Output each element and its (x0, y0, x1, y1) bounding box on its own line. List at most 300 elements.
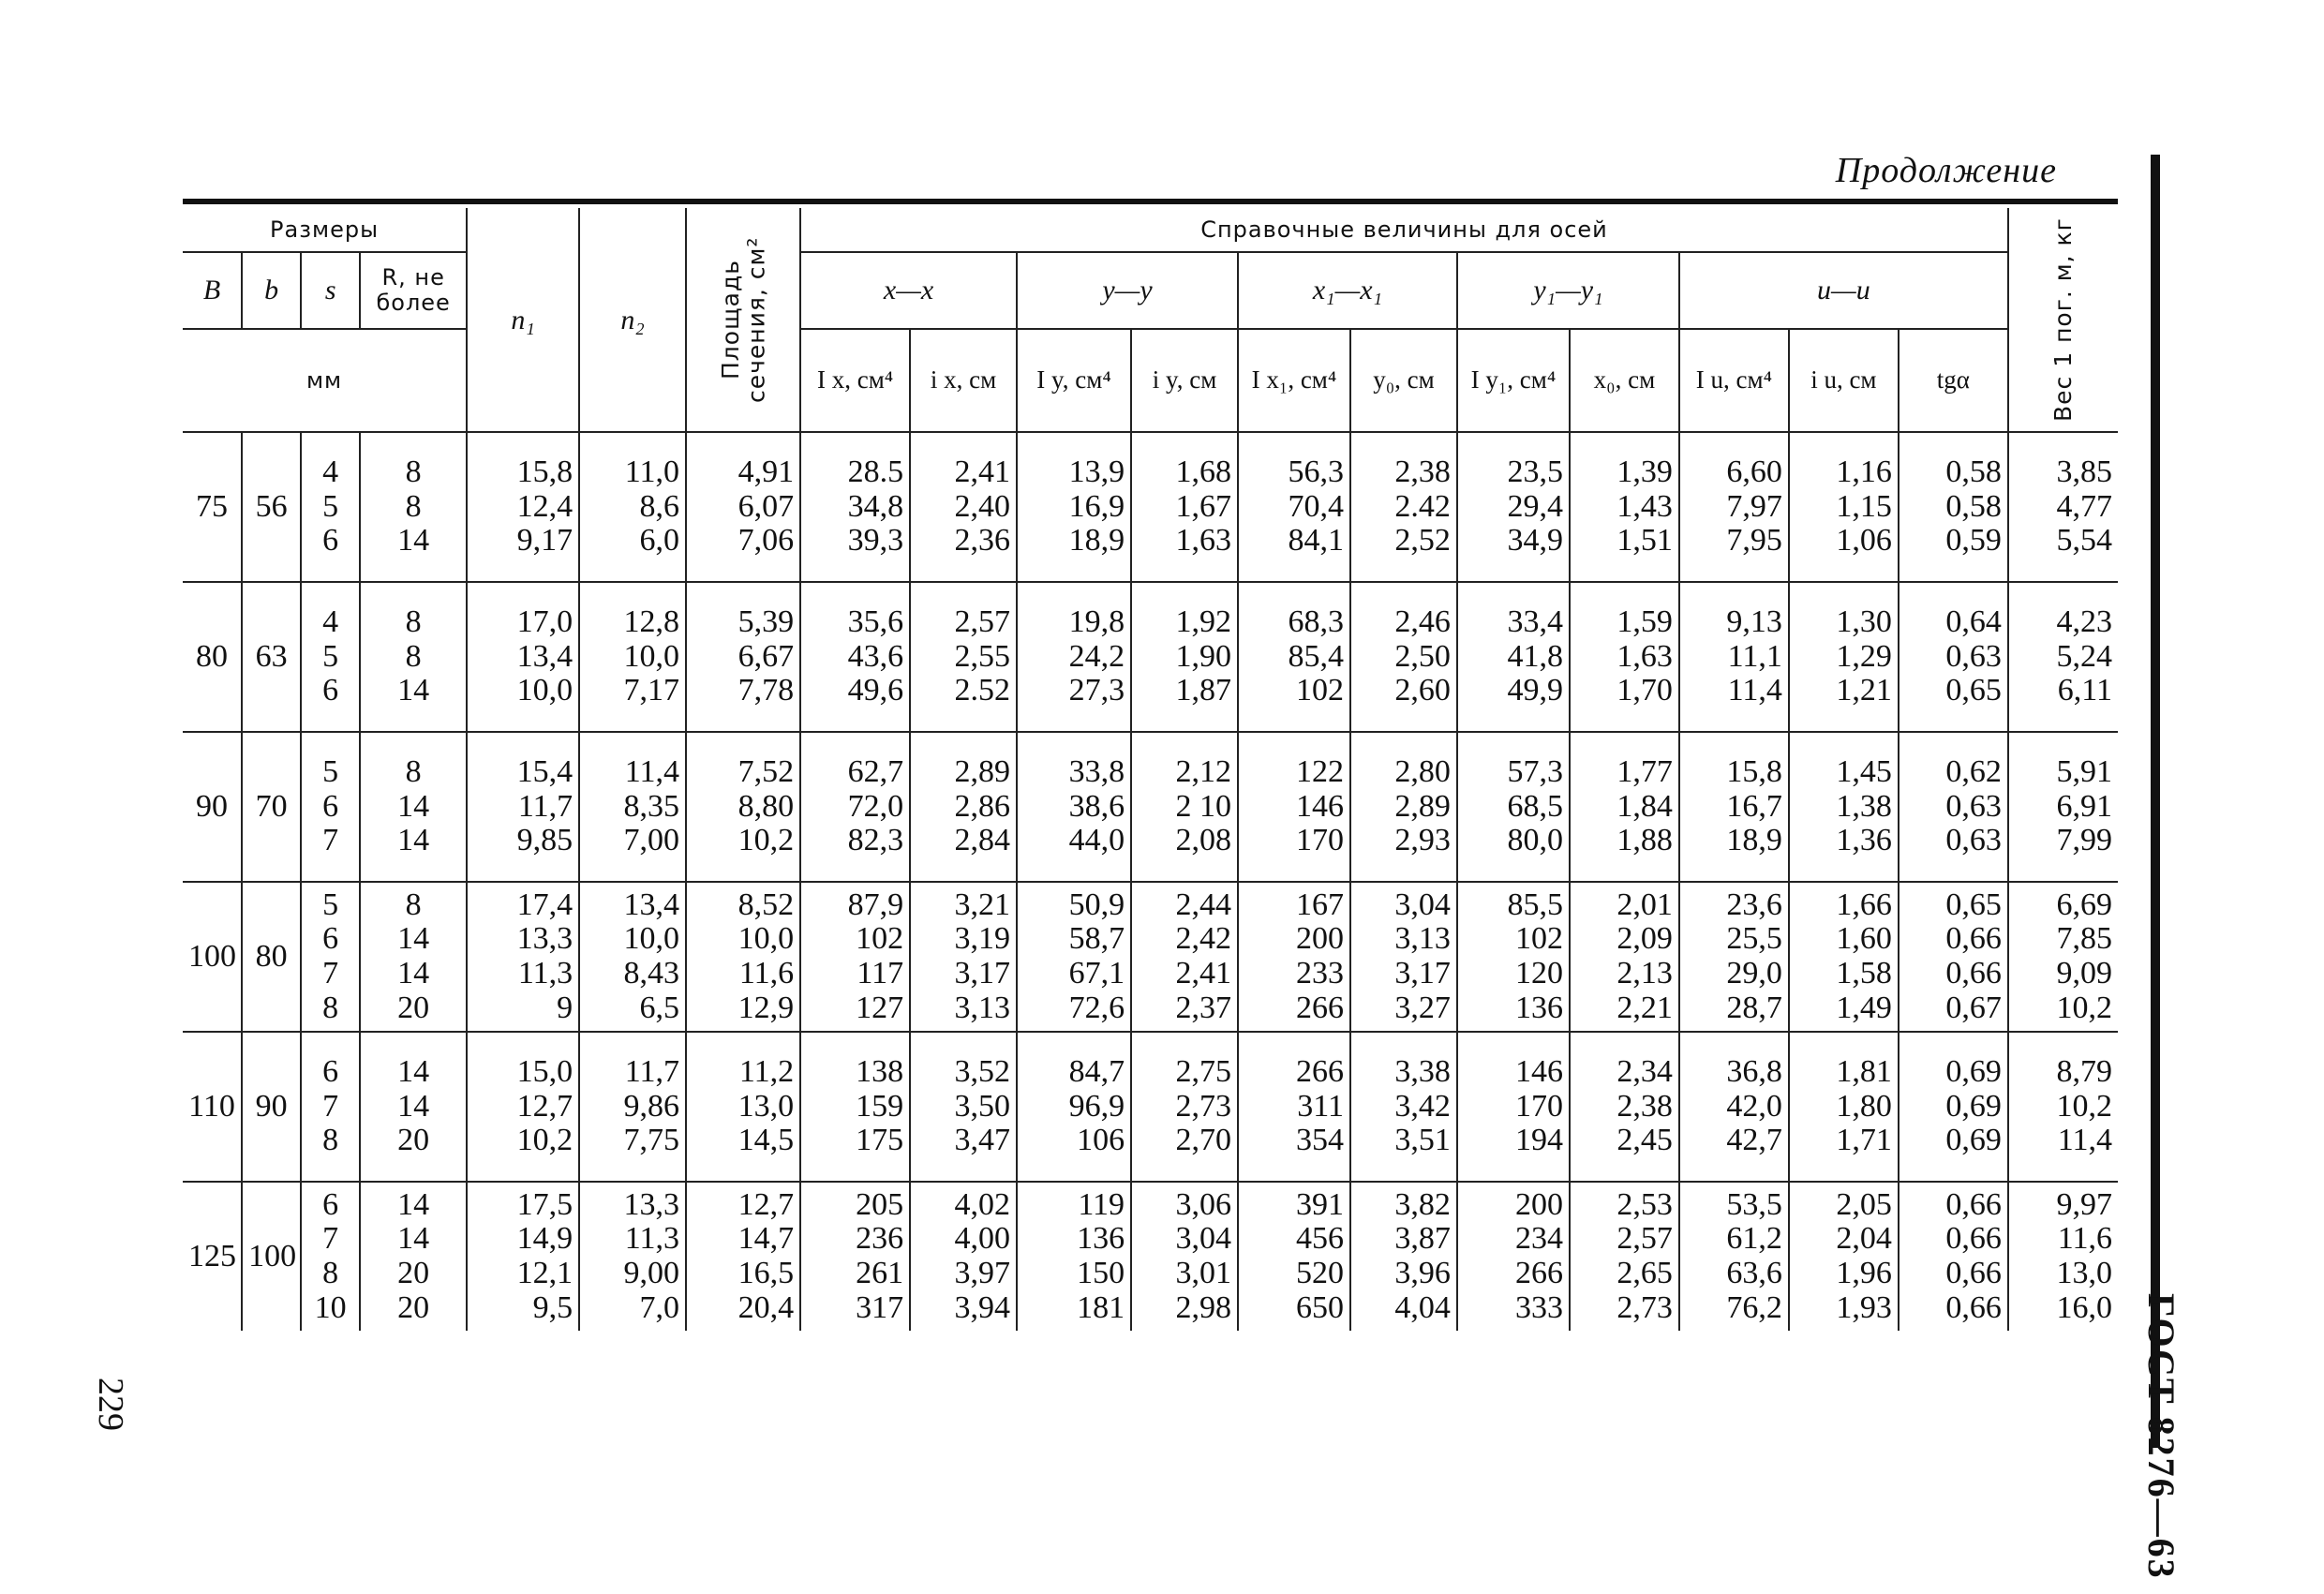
cell-value: 27,3 (1068, 673, 1125, 708)
cell-value: 14,7 (737, 1221, 795, 1257)
sub-header-y0: y₀, см (1350, 329, 1457, 432)
cell-w (2008, 732, 2118, 882)
cell-value: 14,5 (737, 1123, 795, 1158)
cell-value: 1,59 (1616, 603, 1673, 639)
cell-Ix1 (1238, 1032, 1350, 1182)
cell-value: 1,21 (1836, 673, 1892, 708)
cell-y0 (1350, 732, 1457, 882)
cell-Ix (800, 1032, 910, 1182)
cell-s (301, 1032, 360, 1182)
cell-value: 20 (397, 1289, 430, 1325)
cell-value: 2,01 (1616, 886, 1673, 922)
cell-value: 12,9 (737, 990, 795, 1025)
cell-value: 8 (405, 638, 422, 674)
cell-ix (910, 882, 1017, 1032)
cell-value: 13,0 (2056, 1256, 2112, 1290)
cell-Ix1 (1238, 1182, 1350, 1331)
cell-value: 14 (397, 1053, 430, 1089)
cell-w (2008, 432, 2118, 582)
s-header: s (301, 252, 360, 330)
angle-steel-table (183, 199, 2118, 1331)
cell-value: 4,02 (954, 1186, 1010, 1222)
cell-value: 0,65 (1945, 886, 2002, 922)
cell-value: 4 (322, 454, 339, 489)
cell-x0 (1570, 732, 1679, 882)
cell-value: 13,3 (516, 921, 574, 957)
cell-value: 36,8 (1726, 1053, 1782, 1089)
cell-value: 1,71 (1836, 1123, 1892, 1158)
cell-value: 0,62 (1945, 753, 2002, 789)
cell-value: 7,95 (1726, 523, 1782, 559)
cell-value: 0,66 (1945, 1256, 2002, 1290)
cell-value: 1,66 (1836, 886, 1892, 922)
sizes-header: Размеры (183, 208, 467, 252)
cell-value: 2,50 (1394, 638, 1451, 674)
cell-value: 1,70 (1616, 673, 1673, 708)
cell-value: 102 (1296, 673, 1344, 708)
cell-value: 0,63 (1945, 638, 2002, 674)
cell-ix (910, 1032, 1017, 1182)
cell-value: 85,5 (1507, 886, 1563, 922)
cell-value: 49,9 (1507, 673, 1563, 708)
sub-header-Iu: I u, см⁴ (1679, 329, 1789, 432)
cell-R (360, 1032, 467, 1182)
cell-value: 2,41 (954, 454, 1010, 489)
cell-value: 82,3 (847, 823, 904, 858)
cell-w (2008, 582, 2118, 732)
cell-value: 1,63 (1175, 523, 1231, 559)
cell-Ix1 (1238, 432, 1350, 582)
cell-value: 14 (397, 788, 430, 824)
cell-n2 (579, 1032, 686, 1182)
cell-value: 11,3 (624, 1221, 680, 1257)
cell-value: 2,45 (1616, 1123, 1673, 1158)
cell-value: 44,0 (1068, 823, 1125, 858)
cell-x0 (1570, 1032, 1679, 1182)
cell-value: 9,13 (1726, 603, 1782, 639)
cell-value: 6,0 (639, 523, 680, 559)
cell-B: 80 (183, 582, 242, 732)
cell-value: 5 (322, 886, 339, 922)
cell-value: 13,3 (623, 1186, 680, 1222)
cell-value: 1,84 (1616, 788, 1673, 824)
cell-value: 520 (1296, 1256, 1344, 1290)
cell-value: 1,51 (1616, 523, 1673, 559)
cell-value: 38,6 (1068, 788, 1125, 824)
cell-area (686, 1032, 800, 1182)
cell-value: 3,17 (1394, 956, 1451, 991)
cell-value: 2,65 (1616, 1256, 1673, 1290)
cell-value: 136 (1514, 990, 1563, 1025)
cell-value: 7,17 (623, 673, 680, 708)
cell-Ix (800, 732, 910, 882)
cell-value: 11,7 (517, 788, 574, 824)
cell-R (360, 432, 467, 582)
cell-value: 3,21 (954, 886, 1010, 922)
cell-value: 2,37 (1175, 990, 1231, 1025)
cell-value: 10,2 (737, 823, 795, 858)
cell-value: 5 (322, 753, 339, 789)
cell-value: 3,38 (1394, 1053, 1451, 1089)
cell-value: 10,0 (623, 921, 680, 957)
cell-value: 120 (1514, 956, 1563, 991)
cell-iu (1789, 432, 1899, 582)
cell-value: 127 (856, 990, 904, 1025)
cell-value: 34,9 (1507, 523, 1563, 559)
cell-s (301, 732, 360, 882)
cell-w (2008, 882, 2118, 1032)
cell-value: 2,34 (1616, 1053, 1673, 1089)
area-header: Площадь сечения, см² (686, 208, 800, 432)
table-row (183, 1032, 2118, 1182)
cell-value: 3,50 (954, 1088, 1010, 1124)
cell-value: 29,0 (1726, 956, 1782, 991)
cell-value: 233 (1296, 956, 1344, 991)
cell-value: 7,75 (623, 1123, 680, 1158)
cell-value: 28.5 (847, 454, 904, 489)
sub-header-Iy1: I y₁, см⁴ (1457, 329, 1570, 432)
cell-b: 90 (242, 1032, 301, 1182)
cell-Iu (1679, 732, 1789, 882)
cell-Iy (1017, 732, 1131, 882)
cell-value: 57,3 (1507, 753, 1563, 789)
cell-value: 6,91 (2056, 788, 2112, 824)
cell-value: 14 (397, 921, 430, 957)
cell-value: 4,91 (737, 454, 795, 489)
standard-code: ГОСТ 8276—63 (2140, 1293, 2182, 1580)
cell-value: 266 (1296, 1053, 1344, 1089)
cell-value: 33,4 (1507, 603, 1563, 639)
cell-b: 100 (242, 1182, 301, 1331)
cell-value: 20 (397, 1123, 430, 1158)
cell-value: 80,0 (1507, 823, 1563, 858)
cell-value: 2,04 (1836, 1221, 1892, 1257)
cell-value: 2,09 (1616, 921, 1673, 957)
cell-value: 2.52 (954, 673, 1010, 708)
right-border-rule (2151, 155, 2160, 1448)
cell-value: 2,46 (1394, 603, 1451, 639)
cell-tg (1899, 732, 2008, 882)
cell-value: 200 (1296, 921, 1344, 957)
cell-Iy (1017, 582, 1131, 732)
cell-value: 8,80 (737, 788, 795, 824)
cell-value: 10 (314, 1289, 347, 1325)
cell-area (686, 1182, 800, 1331)
cell-value: 8,6 (639, 488, 680, 524)
cell-value: 8 (405, 603, 422, 639)
cell-value: 12,7 (516, 1088, 574, 1124)
cell-value: 7,78 (737, 673, 795, 708)
cell-value: 8,79 (2056, 1053, 2112, 1089)
cell-value: 8 (322, 1256, 339, 1290)
cell-value: 10,2 (2056, 990, 2112, 1025)
cell-value: 23,5 (1507, 454, 1563, 489)
cell-value: 1,29 (1836, 638, 1892, 674)
cell-value: 13,4 (516, 638, 574, 674)
cell-value: 12,1 (516, 1256, 574, 1290)
cell-value: 354 (1296, 1123, 1344, 1158)
cell-value: 2,44 (1175, 886, 1231, 922)
cell-value: 146 (1296, 788, 1344, 824)
cell-value: 7,0 (639, 1289, 680, 1325)
cell-value: 181 (1077, 1289, 1125, 1325)
cell-value: 9,5 (532, 1289, 574, 1325)
cell-Iu (1679, 1032, 1789, 1182)
cell-value: 1,81 (1836, 1053, 1892, 1089)
cell-value: 6,67 (737, 638, 795, 674)
cell-value: 14 (397, 823, 430, 858)
cell-value: 1,63 (1616, 638, 1673, 674)
cell-value: 43,6 (847, 638, 904, 674)
cell-value: 205 (856, 1186, 904, 1222)
cell-value: 122 (1296, 753, 1344, 789)
cell-n1 (467, 582, 579, 732)
cell-value: 2 10 (1175, 788, 1231, 824)
cell-value: 70,4 (1288, 488, 1344, 524)
cell-value: 13,0 (737, 1088, 795, 1124)
axis-x-header: x—x (800, 252, 1017, 330)
cell-value: 35,6 (847, 603, 904, 639)
cell-s (301, 882, 360, 1032)
cell-value: 1,60 (1836, 921, 1892, 957)
cell-value: 7,99 (2056, 823, 2112, 858)
cell-value: 96,9 (1068, 1088, 1125, 1124)
cell-value: 0,58 (1945, 454, 2002, 489)
cell-value: 2,08 (1175, 823, 1231, 858)
cell-value: 8,43 (623, 956, 680, 991)
cell-value: 11,7 (624, 1053, 680, 1089)
cell-value: 102 (856, 921, 904, 957)
cell-value: 17,0 (516, 603, 574, 639)
cell-value: 7 (322, 823, 339, 858)
cell-value: 33,8 (1068, 753, 1125, 789)
cell-value: 3,13 (954, 990, 1010, 1025)
cell-value: 2.42 (1394, 488, 1451, 524)
cell-n1 (467, 432, 579, 582)
table-body (183, 432, 2118, 1331)
cell-value: 2,86 (954, 788, 1010, 824)
cell-y0 (1350, 582, 1457, 732)
cell-value: 14 (397, 1221, 430, 1257)
cell-value: 49,6 (847, 673, 904, 708)
cell-y0 (1350, 882, 1457, 1032)
cell-Iy1 (1457, 732, 1570, 882)
cell-Iy1 (1457, 432, 1570, 582)
cell-value: 17,5 (516, 1186, 574, 1222)
cell-value: 2,73 (1616, 1289, 1673, 1325)
cell-value: 84,7 (1068, 1053, 1125, 1089)
cell-value: 8 (322, 1123, 339, 1158)
cell-value: 6 (322, 673, 339, 708)
cell-value: 20 (397, 1256, 430, 1290)
cell-value: 85,4 (1288, 638, 1344, 674)
cell-value: 1,16 (1836, 454, 1892, 489)
cell-value: 34,8 (847, 488, 904, 524)
cell-value: 333 (1514, 1289, 1563, 1325)
cell-value: 4 (322, 603, 339, 639)
cell-R (360, 732, 467, 882)
cell-value: 10,2 (2056, 1088, 2112, 1124)
cell-value: 2,89 (1394, 788, 1451, 824)
cell-value: 11,3 (517, 956, 574, 991)
reference-header: Справочные величины для осей (800, 208, 2008, 252)
cell-value: 4,23 (2056, 603, 2112, 639)
cell-value: 18,9 (1726, 823, 1782, 858)
cell-area (686, 882, 800, 1032)
cell-value: 6 (322, 1053, 339, 1089)
axis-y-header: y—y (1017, 252, 1238, 330)
cell-value: 1,93 (1836, 1289, 1892, 1325)
cell-value: 11,4 (624, 753, 680, 789)
cell-value: 0,69 (1945, 1053, 2002, 1089)
cell-b: 70 (242, 732, 301, 882)
cell-value: 3,04 (1175, 1221, 1231, 1257)
cell-value: 234 (1514, 1221, 1563, 1257)
cell-value: 9,00 (623, 1256, 680, 1290)
cell-y0 (1350, 432, 1457, 582)
cell-iu (1789, 882, 1899, 1032)
cell-value: 2,73 (1175, 1088, 1231, 1124)
cell-value: 2,57 (954, 603, 1010, 639)
cell-value: 1,30 (1836, 603, 1892, 639)
cell-value: 3,01 (1175, 1256, 1231, 1290)
cell-value: 2,41 (1175, 956, 1231, 991)
cell-n2 (579, 1182, 686, 1331)
cell-x0 (1570, 432, 1679, 582)
cell-value: 14 (397, 1088, 430, 1124)
cell-value: 2,13 (1616, 956, 1673, 991)
cell-value: 7,52 (737, 753, 795, 789)
cell-value: 4,04 (1394, 1289, 1451, 1325)
cell-value: 2,36 (954, 523, 1010, 559)
cell-n1 (467, 1032, 579, 1182)
cell-value: 14 (397, 523, 430, 559)
cell-value: 0,66 (1945, 1186, 2002, 1222)
cell-value: 170 (1514, 1088, 1563, 1124)
cell-value: 0,66 (1945, 1289, 2002, 1325)
cell-value: 3,94 (954, 1289, 1010, 1325)
cell-ix (910, 582, 1017, 732)
cell-value: 2,38 (1616, 1088, 1673, 1124)
cell-value: 5 (322, 488, 339, 524)
cell-value: 25,5 (1726, 921, 1782, 957)
cell-Ix1 (1238, 582, 1350, 732)
cell-value: 1,43 (1616, 488, 1673, 524)
cell-value: 2,55 (954, 638, 1010, 674)
cell-value: 266 (1514, 1256, 1563, 1290)
cell-value: 0,63 (1945, 823, 2002, 858)
cell-value: 67,1 (1068, 956, 1125, 991)
cell-value: 6,07 (737, 488, 795, 524)
cell-x0 (1570, 882, 1679, 1032)
cell-value: 7 (322, 956, 339, 991)
cell-value: 14,9 (516, 1221, 574, 1257)
cell-Ix1 (1238, 732, 1350, 882)
cell-x0 (1570, 582, 1679, 732)
cell-value: 7 (322, 1088, 339, 1124)
cell-iy (1131, 732, 1238, 882)
cell-value: 1,80 (1836, 1088, 1892, 1124)
cell-value: 106 (1077, 1123, 1125, 1158)
cell-w (2008, 1032, 2118, 1182)
page-number: 229 (91, 1378, 130, 1431)
cell-value: 12,8 (623, 603, 680, 639)
cell-s (301, 1182, 360, 1331)
cell-value: 3,87 (1394, 1221, 1451, 1257)
data-table (183, 208, 2118, 1331)
cell-Ix (800, 432, 910, 582)
cell-value: 16,0 (2056, 1289, 2112, 1325)
cell-iy (1131, 582, 1238, 732)
table-row (183, 432, 2118, 582)
cell-value: 2,89 (954, 753, 1010, 789)
table-row (183, 882, 2118, 1032)
cell-value: 9,85 (516, 823, 574, 858)
cell-value: 4,77 (2056, 488, 2112, 524)
cell-B: 75 (183, 432, 242, 582)
cell-tg (1899, 432, 2008, 582)
cell-value: 9,09 (2056, 956, 2112, 991)
cell-value: 7,00 (623, 823, 680, 858)
cell-value: 8 (405, 488, 422, 524)
cell-value: 6,60 (1726, 454, 1782, 489)
cell-B: 90 (183, 732, 242, 882)
cell-n1 (467, 732, 579, 882)
cell-value: 175 (856, 1123, 904, 1158)
cell-value: 42,0 (1726, 1088, 1782, 1124)
cell-value: 11,6 (738, 956, 795, 991)
n1-header: n₁ (467, 208, 579, 432)
cell-value: 8 (322, 990, 339, 1025)
cell-value: 2,84 (954, 823, 1010, 858)
cell-value: 2,60 (1394, 673, 1451, 708)
cell-s (301, 582, 360, 732)
cell-y0 (1350, 1032, 1457, 1182)
cell-n2 (579, 582, 686, 732)
cell-value: 61,2 (1726, 1221, 1782, 1257)
cell-value: 8 (405, 454, 422, 489)
cell-value: 17,4 (516, 886, 574, 922)
cell-value: 14 (397, 956, 430, 991)
continuation-label: Продолжение (1835, 151, 2057, 190)
cell-Iy1 (1457, 882, 1570, 1032)
cell-value: 7,06 (737, 523, 795, 559)
cell-value: 3,27 (1394, 990, 1451, 1025)
cell-value: 87,9 (847, 886, 904, 922)
cell-n2 (579, 882, 686, 1032)
cell-value: 650 (1296, 1289, 1344, 1325)
cell-value: 62,7 (847, 753, 904, 789)
cell-Ix (800, 882, 910, 1032)
cell-value: 72,0 (847, 788, 904, 824)
cell-value: 1,36 (1836, 823, 1892, 858)
cell-area (686, 732, 800, 882)
cell-value: 5,54 (2056, 523, 2112, 559)
cell-value: 9,86 (623, 1088, 680, 1124)
cell-b: 56 (242, 432, 301, 582)
n2-header: n₂ (579, 208, 686, 432)
cell-value: 20,4 (737, 1289, 795, 1325)
weight-header: Вес 1 пог. м, кг (2008, 208, 2118, 432)
cell-value: 41,8 (1507, 638, 1563, 674)
cell-iu (1789, 732, 1899, 882)
cell-n2 (579, 732, 686, 882)
cell-area (686, 582, 800, 732)
cell-value: 0,59 (1945, 523, 2002, 559)
cell-B: 110 (183, 1032, 242, 1182)
cell-n1 (467, 882, 579, 1032)
cell-Iy (1017, 1182, 1131, 1331)
